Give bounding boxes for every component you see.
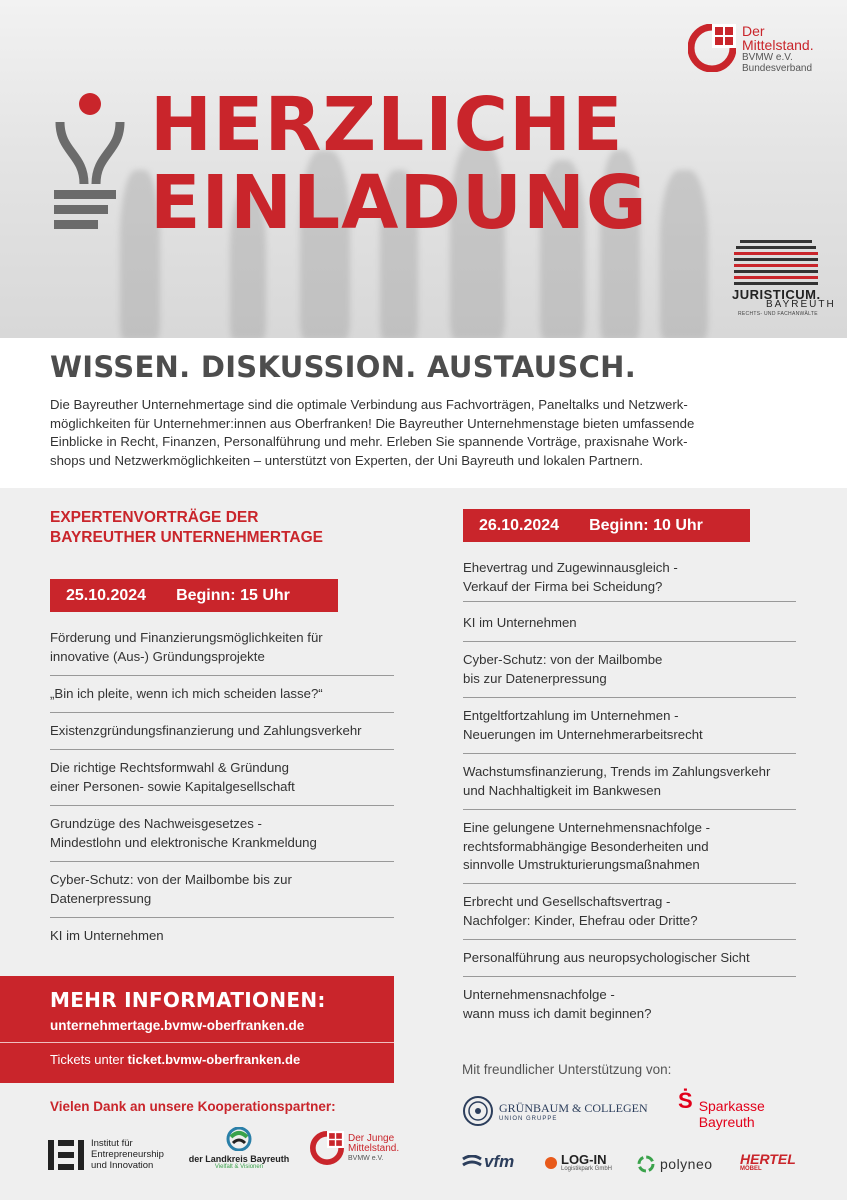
list-item (50, 676, 394, 713)
login-dot-icon (545, 1157, 557, 1169)
program-heading-line-2: BAYREUTHER UNTERNEHMERTAGE (50, 529, 323, 546)
talk-line: und Nachhaltigkeit im Bankwesen (463, 782, 661, 798)
list-item (463, 940, 796, 977)
day1-start: Beginn: 15 Uhr (176, 586, 290, 604)
title-line-1: HERZLICHE (150, 82, 624, 168)
talk-line: Ehevertrag und Zugewinnausgleich - (463, 560, 678, 575)
tickets-link[interactable]: ticket.bvmw-oberfranken.de (127, 1052, 301, 1067)
talk-line: sinnvolle Umstrukturierungsmaßnahmen (463, 857, 700, 872)
login-logo (545, 1153, 612, 1173)
juristicum-city: BAYREUTH (766, 299, 836, 310)
sparkasse-logo (678, 1090, 765, 1130)
junge-mark-icon (310, 1131, 344, 1165)
talk-line: Neuerungen im Unternehmerarbeitsrecht (463, 726, 703, 742)
more-info-title: MEHR INFORMATIONEN: (50, 988, 326, 1012)
list-item (50, 750, 394, 806)
landkreis-logo (190, 1127, 288, 1170)
bvmw-line-1: Der (742, 23, 765, 39)
talk-line: Datenerpressung (50, 890, 152, 906)
list-item (463, 698, 796, 754)
intro-line: Die Bayreuther Unternehmertage sind die optimale Verbindung aus Fachvorträgen, Paneltalks und Netzwerk- (50, 397, 688, 412)
day2-start: Beginn: 10 Uhr (589, 516, 703, 534)
gruenbaum-name: GRÜNBAUM & COLLEGEN (499, 1100, 648, 1115)
list-item (50, 918, 394, 955)
program-heading (50, 508, 323, 548)
bvmw-mark-icon (688, 24, 736, 72)
list-item (50, 713, 394, 750)
talk-line: rechtsformabhängige Besonderheiten und (463, 838, 709, 854)
list-item (463, 884, 796, 940)
juristicum-name: JURISTICUM. (732, 287, 821, 302)
juristicum-logo (728, 238, 836, 318)
talk-line: Cyber-Schutz: von der Mailbombe bis zur (50, 872, 292, 887)
landkreis-sub: Vielfalt & Visionen (214, 1164, 264, 1170)
iei-line-3: und Innovation (91, 1160, 154, 1171)
list-item (50, 806, 394, 862)
hertel-name: HERTEL (740, 1151, 796, 1167)
talk-line: Nachfolger: Kinder, Ehefrau oder Dritte? (463, 912, 698, 928)
tickets-prefix: Tickets unter (50, 1052, 128, 1067)
juristicum-mark-icon (734, 238, 818, 288)
talk-line: Cyber-Schutz: von der Mailbombe (463, 652, 663, 667)
talk-line: Existenzgründungsfinanzierung und Zahlungsverkehr (50, 723, 362, 738)
talk-line: innovative (Aus-) Gründungsprojekte (50, 648, 265, 664)
page-title (150, 82, 648, 246)
intro-paragraph (50, 396, 810, 470)
intro-line: möglichkeiten für Unternehmer:innen aus Oberfranken! Die Bayreuther Unternehmenstage bieten umfassende (50, 415, 695, 431)
talk-line: Die richtige Rechtsformwahl & Gründung (50, 760, 289, 775)
talk-line: Förderung und Finanzierungsmöglichkeiten für (50, 630, 323, 645)
list-item (463, 602, 796, 642)
gruenbaum-mark-icon (462, 1095, 494, 1127)
list-item (463, 754, 796, 810)
divider (0, 1042, 394, 1043)
talk-line: bis zur Datenerpressung (463, 670, 607, 686)
unternehmertage-figure-icon (50, 92, 130, 232)
iei-line-1: Institut für (91, 1138, 133, 1149)
sparkasse-line-1: Sparkasse (698, 1098, 765, 1114)
junge-line-2: Mittelstand. (348, 1142, 400, 1154)
vfm-mark-icon (462, 1155, 482, 1169)
intro-line: Einblicke in Recht, Finanzen, Personalführung und mehr. Erleben Sie spannende Vorträge, praxisnahe Work- (50, 434, 688, 449)
talk-line: KI im Unternehmen (50, 928, 164, 943)
junge-line-3: BVMW e.V. (348, 1154, 384, 1162)
login-sub: Logistikpark GmbH (561, 1166, 613, 1172)
list-item (463, 642, 796, 698)
list-item (463, 557, 796, 602)
intro-heading: WISSEN. DISKUSSION. AUSTAUSCH. (50, 350, 637, 384)
day1-talk-list (50, 628, 394, 955)
talk-line: „Bin ich pleite, wenn ich mich scheiden lasse?“ (50, 686, 323, 701)
talk-line: Personalführung aus neuropsychologischer Sicht (463, 950, 750, 965)
talk-line: Grundzüge des Nachweisgesetzes - (50, 816, 262, 831)
gruenbaum-logo (462, 1095, 648, 1127)
iei-logo (48, 1138, 164, 1171)
talk-line: Unternehmensnachfolge - (463, 987, 615, 1002)
tickets-line (50, 1052, 300, 1067)
talk-line: Wachstumsfinanzierung, Trends im Zahlungsverkehr (463, 764, 771, 779)
day1-date-bar (50, 579, 338, 612)
hertel-logo (740, 1152, 796, 1173)
hertel-sub: MÖBEL (740, 1166, 762, 1172)
sparkasse-line-2: Bayreuth (698, 1114, 755, 1130)
talk-line: wann muss ich damit beginnen? (463, 1005, 652, 1021)
bvmw-logo (688, 24, 828, 74)
list-item (50, 862, 394, 918)
polyneo-logo (637, 1155, 713, 1173)
bvmw-line-4: Bundesverband (742, 63, 813, 74)
program-heading-line-1: EXPERTENVORTRÄGE DER (50, 509, 259, 526)
intro-line: shops und Netzwerkmöglichkeiten – unterstützt von Experten, der Uni Bayreuth und lokalen Partnern. (50, 452, 644, 468)
day1-date: 25.10.2024 (66, 586, 147, 604)
junge-mittelstand-logo (310, 1131, 399, 1165)
iei-line-2: Entrepreneurship (91, 1149, 164, 1160)
landkreis-mark-icon (226, 1127, 252, 1151)
list-item (463, 977, 796, 1033)
talk-line: KI im Unternehmen (463, 615, 577, 630)
title-line-2: EINLADUNG (150, 160, 648, 246)
list-item (463, 810, 796, 884)
talk-line: Erbrecht und Gesellschaftsvertrag - (463, 894, 671, 909)
talk-line: einer Personen- sowie Kapitalgesellschaft (50, 778, 295, 794)
polyneo-mark-icon (637, 1155, 655, 1173)
talk-line: Mindestlohn und elektronische Krankmeldung (50, 834, 317, 850)
juristicum-sub: RECHTS- UND FACHANWÄLTE (738, 311, 818, 317)
sponsor-heading: Mit freundlicher Unterstützung von: (462, 1062, 672, 1077)
bvmw-line-3: BVMW e.V. (742, 52, 793, 63)
talk-line: Eine gelungene Unternehmensnachfolge - (463, 820, 711, 835)
gruenbaum-sub: UNION GRUPPE (499, 1115, 558, 1122)
landkreis-name: der Landkreis Bayreuth (188, 1154, 290, 1164)
day2-talk-list (463, 557, 796, 1033)
junge-line-1: Der Junge (348, 1132, 395, 1144)
talk-line: Entgeltfortzahlung im Unternehmen - (463, 708, 679, 723)
vfm-name: vfm (484, 1152, 515, 1171)
day2-date: 26.10.2024 (479, 516, 560, 534)
day2-date-bar (463, 509, 750, 542)
more-info-box (0, 976, 394, 1083)
hero-banner (0, 0, 847, 338)
coop-heading: Vielen Dank an unsere Kooperationspartner: (50, 1099, 336, 1114)
polyneo-name: polyneo (660, 1156, 713, 1172)
iei-mark-icon (48, 1140, 86, 1170)
sparkasse-icon: Ṡ (678, 1088, 693, 1113)
list-item (50, 628, 394, 676)
more-info-link[interactable]: unternehmertage.bvmw-oberfranken.de (50, 1018, 305, 1033)
bvmw-line-2: Mittelstand. (742, 37, 814, 53)
vfm-logo (462, 1152, 514, 1172)
login-name: LOG-IN (561, 1152, 607, 1167)
talk-line: Verkauf der Firma bei Scheidung? (463, 578, 663, 594)
